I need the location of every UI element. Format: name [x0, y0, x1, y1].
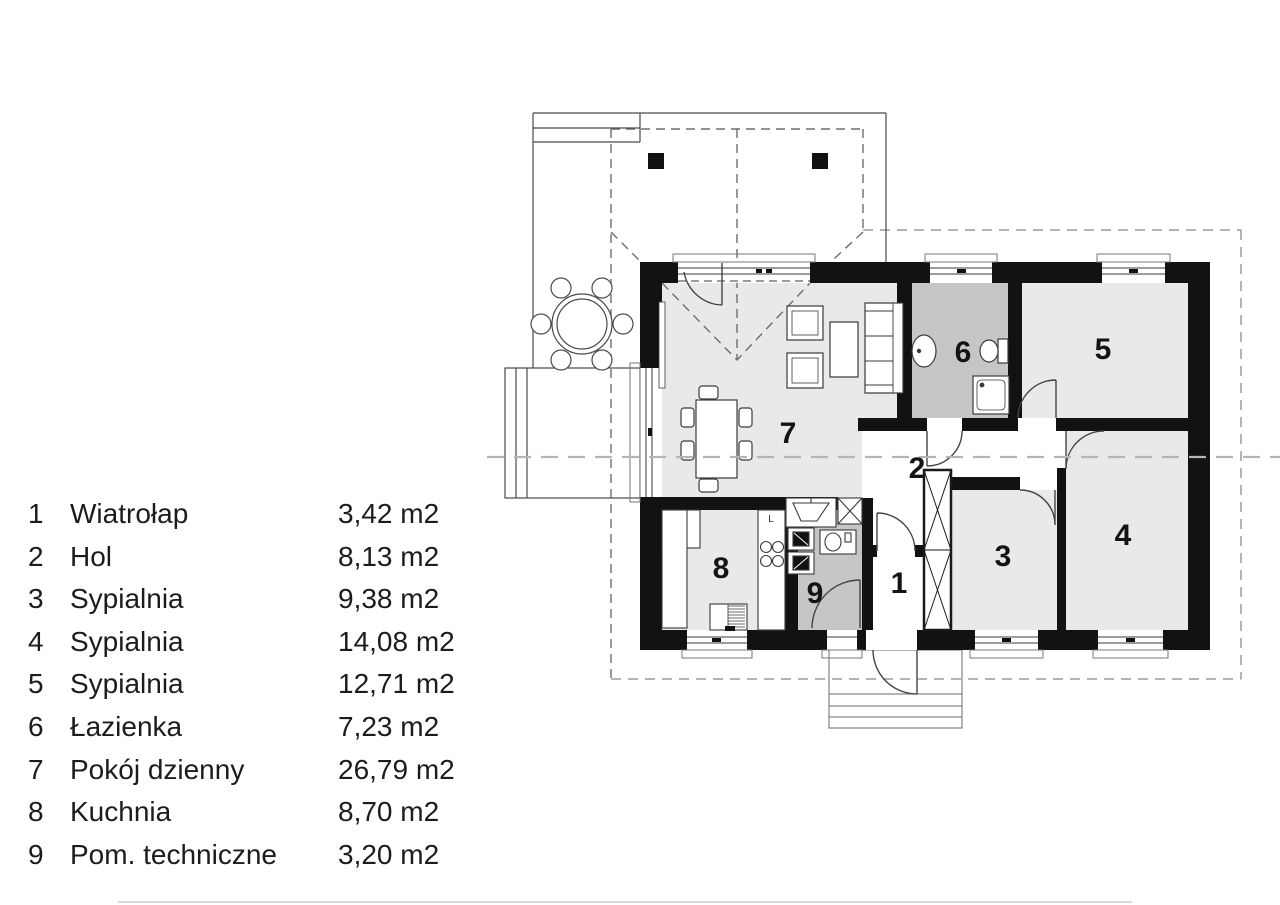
- post-right: [812, 153, 828, 169]
- sofa: [865, 303, 903, 393]
- garden-chair: [531, 314, 551, 334]
- wall-tech-entry: [862, 498, 873, 630]
- sill-top-3: [1097, 254, 1170, 262]
- dining-chair: [681, 408, 694, 427]
- legend-room-area: 3,20 m2: [338, 838, 440, 870]
- sill-bottom-3: [970, 650, 1043, 658]
- legend-room-name: Kuchnia: [70, 796, 172, 828]
- room-number-label: 4: [1114, 519, 1132, 552]
- legend-room-number: 6: [28, 710, 44, 742]
- dining-chair: [699, 386, 718, 399]
- legend-room-name: Hol: [70, 540, 113, 572]
- room-number-label: 3: [994, 540, 1012, 573]
- legend-room-number: 7: [28, 753, 44, 785]
- room-number-label: 1: [890, 567, 908, 600]
- legend-row: [28, 839, 478, 882]
- legend-row: [28, 626, 478, 669]
- legend-room-area: 14,08 m2: [338, 625, 455, 657]
- built-in-wardrobe: [924, 470, 951, 630]
- legend-room-number: 5: [28, 668, 44, 700]
- room-number-label: 9: [806, 577, 824, 610]
- legend-room-name: Sypialnia: [70, 668, 184, 700]
- toilet: [980, 339, 1008, 363]
- tech-sink: [820, 530, 856, 554]
- room-number-label: 8: [712, 552, 730, 585]
- kitchen-counter-left: [662, 510, 687, 628]
- wall-bath-bed5: [1008, 282, 1022, 418]
- legend-room-name: Wiatrołap: [70, 498, 189, 529]
- legend-room-number: 4: [28, 625, 44, 657]
- legend-room-name: Pokój dzienny: [70, 753, 245, 785]
- legend-room-number: 1: [28, 498, 44, 529]
- legend-room-number: 3: [28, 583, 44, 615]
- garden-chair: [592, 350, 612, 370]
- legend-room-area: 26,79 m2: [338, 753, 455, 785]
- legend-room-area: 8,70 m2: [338, 796, 440, 828]
- window-tech: [827, 630, 857, 650]
- window-terrace-glazing: [678, 262, 810, 283]
- legend-room-area: 7,23 m2: [338, 710, 440, 742]
- sill-left: [630, 363, 640, 502]
- shower-tray: [973, 376, 1009, 414]
- window-tick: [1002, 638, 1011, 642]
- legend-room-name: Sypialnia: [70, 625, 184, 657]
- kitchen-counter-right: [758, 510, 785, 630]
- window-tick: [756, 269, 762, 273]
- kitchen-l-mark: L: [768, 514, 774, 525]
- tech-cabinet-x: [838, 498, 862, 524]
- legend-row: [28, 583, 478, 626]
- garden-chair: [613, 314, 633, 334]
- pergola-posts: [648, 153, 828, 169]
- legend-row: [28, 796, 478, 839]
- dining-table: [696, 400, 737, 478]
- terrace-deck-steps: [516, 368, 527, 498]
- room-legend: [28, 498, 478, 881]
- legend-room-number: 2: [28, 540, 44, 572]
- window-tick: [1126, 638, 1135, 642]
- window-tick: [1129, 269, 1138, 273]
- window-tick: [712, 638, 721, 642]
- wall-hall-top-a: [858, 418, 927, 431]
- garden-table-inner: [557, 299, 607, 349]
- legend-row: [28, 498, 478, 541]
- dining-chair: [739, 408, 752, 427]
- sill-bottom-1: [682, 650, 752, 658]
- garden-chair: [592, 278, 612, 298]
- legend-room-area: 12,71 m2: [338, 668, 455, 700]
- room-number-label: 7: [779, 417, 797, 450]
- fridge: [710, 604, 747, 631]
- wall-hall-top-c: [1056, 418, 1190, 431]
- entrance-opening: [866, 630, 917, 650]
- bath-sink: [912, 335, 936, 367]
- door-bathroom: [927, 431, 962, 466]
- wall-hall-top-b: [962, 418, 1018, 431]
- armchair: [787, 306, 823, 340]
- door-entrance: [873, 650, 917, 694]
- page-bottom-rule: [118, 901, 1132, 903]
- sill-top-2: [925, 254, 997, 262]
- room-number-label: 2: [908, 452, 926, 485]
- legend-room-area: 9,38 m2: [338, 583, 440, 615]
- wall-hall-bed4: [1057, 468, 1066, 630]
- legend-room-area: 3,42 m2: [338, 498, 440, 529]
- legend-row: [28, 541, 478, 584]
- dining-chair: [699, 479, 718, 492]
- legend-room-name: Sypialnia: [70, 583, 184, 615]
- legend-room-area: 8,13 m2: [338, 540, 440, 572]
- legend-room-number: 8: [28, 796, 44, 828]
- room-number-label: 6: [954, 336, 972, 369]
- entrance-steps-lines: [829, 694, 962, 717]
- sill-bottom-4: [1093, 650, 1168, 658]
- window-tick: [648, 428, 652, 436]
- legend-room-name: Pom. techniczne: [70, 838, 277, 870]
- sill-top-1: [673, 254, 815, 262]
- door-vestibule: [877, 513, 915, 551]
- room-number-label: 5: [1094, 333, 1112, 366]
- legend-row: [28, 754, 478, 797]
- window-tick: [957, 269, 966, 273]
- legend-room-name: Łazienka: [70, 710, 183, 742]
- bath-sink-drain: [917, 349, 920, 352]
- radiator: [659, 302, 665, 388]
- legend-row: [28, 668, 478, 711]
- sill-bottom-2: [822, 650, 862, 658]
- legend-room-number: 9: [28, 838, 44, 870]
- post-left: [648, 153, 664, 169]
- terrace-deck: [505, 368, 640, 498]
- garden-chair: [551, 278, 571, 298]
- window-tick: [766, 269, 772, 273]
- garden-chair: [551, 350, 571, 370]
- legend-row: [28, 711, 478, 754]
- kitchen-sink: [786, 498, 836, 527]
- armchair: [787, 353, 823, 388]
- wall-kitchen-top: [662, 497, 785, 510]
- coffee-table: [830, 322, 858, 377]
- garden-table-set: [531, 278, 633, 370]
